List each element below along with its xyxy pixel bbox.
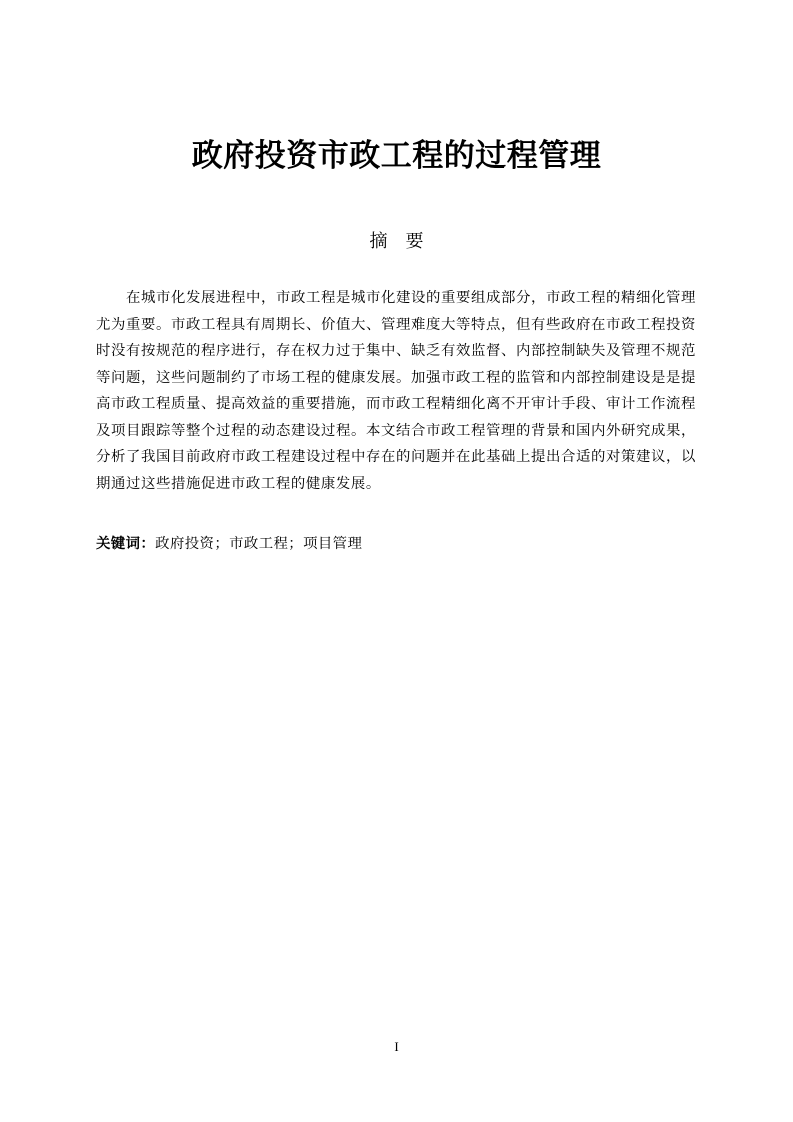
keywords-line xyxy=(96,531,696,557)
document-title: 政府投资市政工程的过程管理 xyxy=(191,138,602,174)
abstract-body: 在城市化发展进程中，市政工程是城市化建设的重要组成部分，市政工程的精细化管理尤为重要。市政工程具有周期长、价值大、管理难度大等特点，但有些政府在市政工程投资时没有按规范的程序进行，存在权力过于集中、缺乏有效监督、内部控制缺失及管理不规范等问题，这些问题制约了市场工程的健康发展。加强市政工程的监管和内部控制建设是是提高市政工程质量、提高效益的重要措施，而市政工程精细化离不开审计手段、审计工作流程及项目跟踪等整个过程的动态建设过程。本文结合市政工程管理的背景和国内外研究成果，分析了我国目前政府市政工程建设过程中存在的问题并在此基础上提出合适的对策建议，以期通过这些措施促进市政工程的健康发展。 xyxy=(96,290,696,492)
abstract-heading: 摘要 xyxy=(369,231,442,252)
keywords-label: 关键词： xyxy=(96,536,156,552)
page-number: I xyxy=(394,1039,399,1054)
keywords-value: 政府投资；市政工程；项目管理 xyxy=(155,536,363,552)
